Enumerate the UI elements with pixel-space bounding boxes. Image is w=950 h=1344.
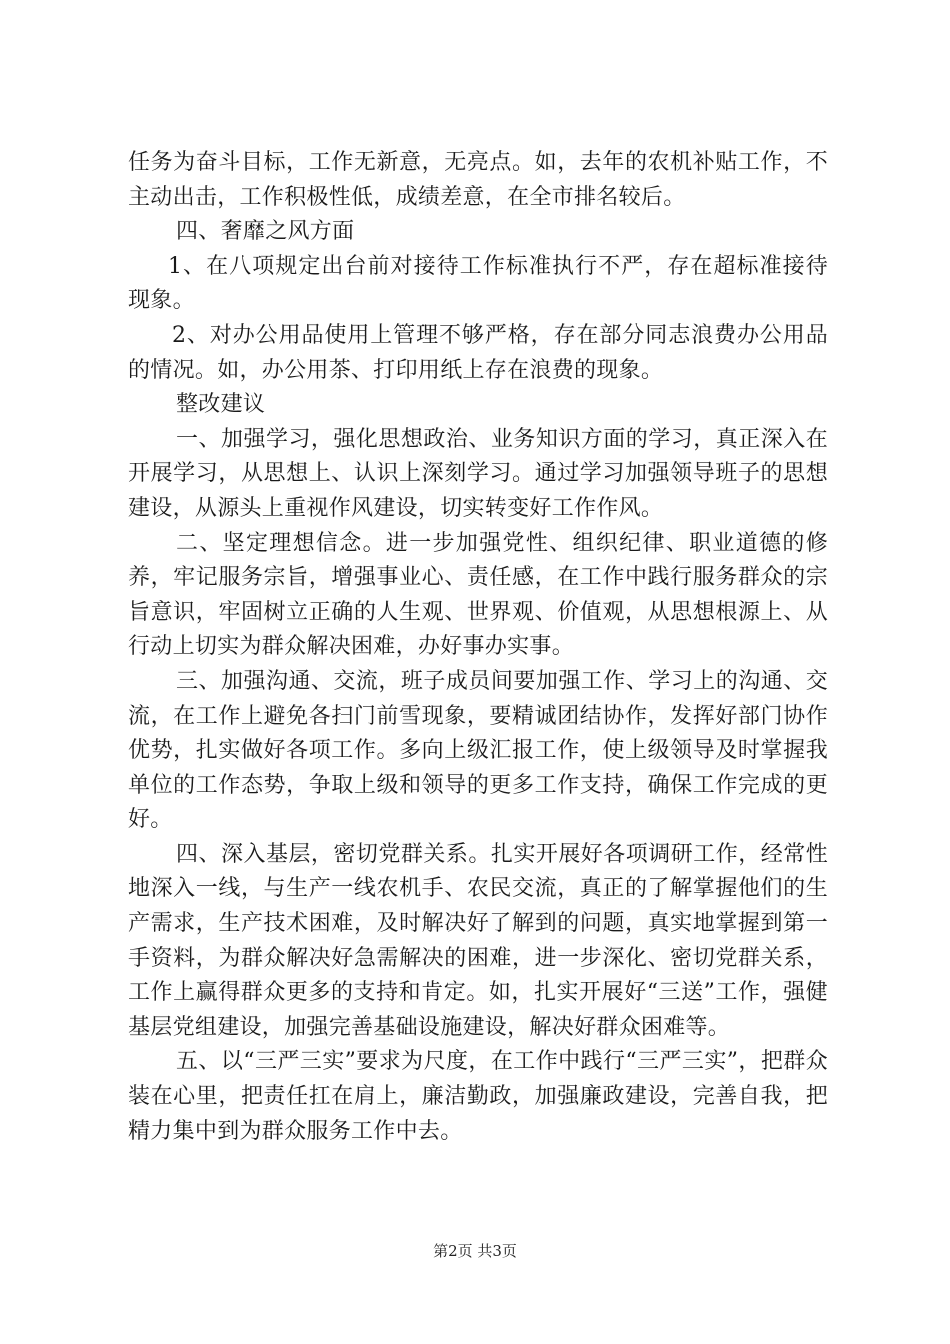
paragraph-suggestion-2: 二、坚定理想信念。进一步加强党性、组织纪律、职业道德的修养，牢记服务宗旨，增强事业心、责任感，在工作中践行服务群众的宗旨意识，牢固树立正确的人生观、世界观、价值观，从思想根源上、从行动上切实为群众解决困难，办好事办实事。: [128, 530, 828, 660]
paragraph-item-1: 1、在八项规定出台前对接待工作标准执行不严，存在超标准接待现象。: [128, 253, 828, 314]
paragraph-suggestion-3: 三、加强沟通、交流，班子成员间要加强工作、学习上的沟通、交流，在工作上避免各扫门前雪现象，要精诚团结协作，发挥好部门协作优势，扎实做好各项工作。多向上级汇报工作，使上级领导及时掌握我单位的工作态势，争取上级和领导的更多工作支持，确保工作完成的更好。: [128, 668, 828, 833]
page-number-footer: 第2页 共3页: [433, 1242, 517, 1260]
section-heading-extravagance: 四、奢靡之风方面: [176, 219, 355, 245]
paragraph-suggestion-5: 五、以“三严三实”要求为尺度，在工作中践行“三严三实”，把群众装在心里，把责任扛在肩上，廉洁勤政，加强廉政建设，完善自我，把精力集中到为群众服务工作中去。: [128, 1049, 828, 1144]
paragraph-continuation: 任务为奋斗目标，工作无新意，无亮点。如，去年的农机补贴工作，不主动出击，工作积极性低，成绩差意，在全市排名较后。: [128, 150, 828, 210]
paragraph-suggestion-1: 一、加强学习，强化思想政治、业务知识方面的学习，真正深入在开展学习，从思想上、认识上深刻学习。通过学习加强领导班子的思想建设，从源头上重视作风建设，切实转变好工作作风。: [128, 426, 828, 521]
paragraph-suggestion-4: 四、深入基层，密切党群关系。扎实开展好各项调研工作，经常性地深入一线，与生产一线农机手、农民交流，真正的了解掌握他们的生产需求，生产技术困难，及时解决好了解到的问题，真实地掌握到第一手资料，为群众解决好急需解决的困难，进一步深化、密切党群关系，工作上赢得群众更多的支持和肯定。如，扎实开展好“三送”工作，强健基层党组建设，加强完善基础设施建设，解决好群众困难等。: [128, 841, 828, 1040]
section-heading-rectification: 整改建议: [176, 392, 266, 418]
document-body: [128, 146, 828, 1149]
paragraph-item-2: 2、对办公用品使用上管理不够严格，存在部分同志浪费办公用品的情况。如，办公用茶、打印用纸上存在浪费的现象。: [128, 322, 828, 383]
